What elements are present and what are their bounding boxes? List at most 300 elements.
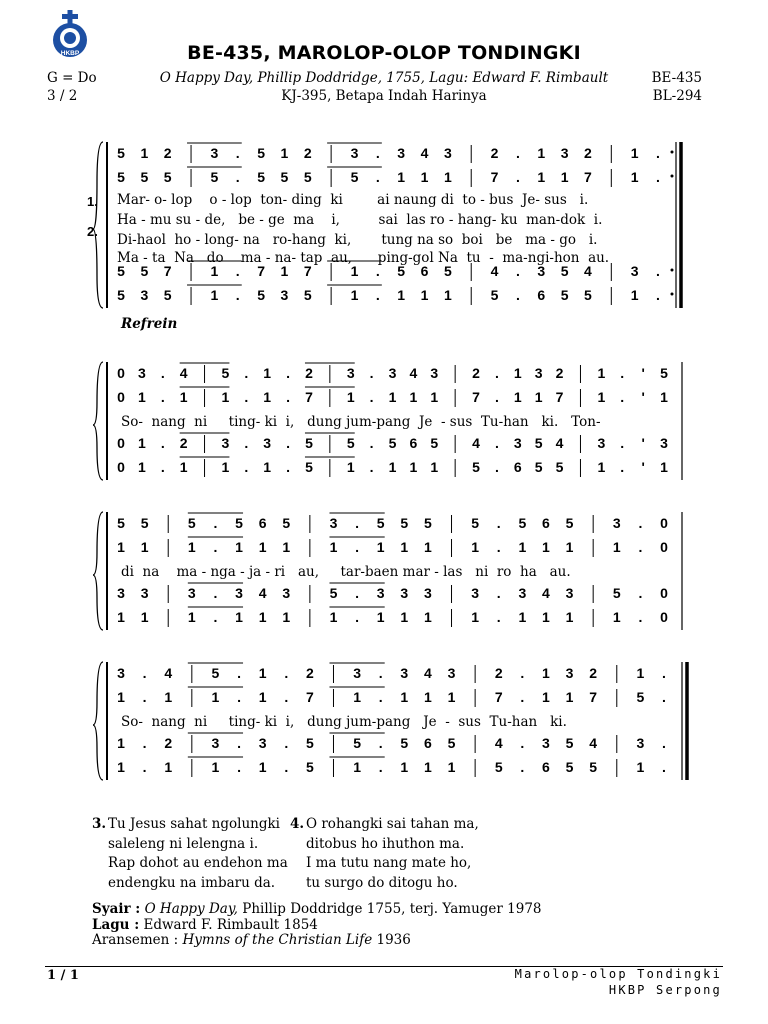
note-digit: 5 — [447, 735, 456, 751]
note-digit: 2 — [305, 665, 314, 681]
note-digit: 1 — [409, 459, 418, 475]
note-digit: 5 — [424, 515, 432, 531]
note-digit: 0 — [660, 609, 668, 625]
note-digit: . — [142, 665, 147, 681]
note-digit: 1 — [140, 145, 149, 161]
note-digit: . — [494, 389, 499, 405]
note-digit: 5 — [305, 459, 313, 475]
note-digit: 1 — [597, 365, 606, 381]
note-digit: 1 — [258, 609, 267, 625]
note-digit: 1 — [258, 539, 267, 555]
note-digit: . — [213, 585, 218, 601]
note-digit: 3 — [430, 365, 439, 381]
verse-3-line-3: Rap dohot au endehon ma — [108, 855, 288, 871]
note-digit: 1 — [329, 609, 338, 625]
note-digit: . — [142, 735, 147, 751]
note-digit: 6 — [424, 735, 432, 751]
note-digit: 5 — [117, 515, 125, 531]
note-digit: . — [355, 585, 360, 601]
note-digit: 1 — [353, 759, 361, 775]
note-digit: 6 — [542, 515, 550, 531]
note-digit: 4 — [542, 585, 550, 601]
note-digit: 5 — [303, 169, 312, 185]
note-digit: 4 — [494, 735, 503, 751]
note-digit: . — [369, 435, 374, 451]
note-digit: 5 — [282, 515, 291, 531]
note-digit: 4 — [164, 665, 173, 681]
repeat-dot — [671, 269, 674, 272]
note-digit: 1 — [117, 689, 125, 705]
note-digit: . — [237, 735, 241, 751]
hymn-number-bl: BL-294 — [652, 88, 702, 104]
note-digit: ' — [641, 459, 645, 475]
note-digit: 5 — [140, 515, 149, 531]
lyric-line-3: Di-haol ho - long- na ro-hang ki, tung na so boi be ma - go i. — [117, 232, 598, 248]
verse-4-line-3: I ma tutu nang mate ho, — [306, 855, 472, 871]
note-digit: 1 — [258, 759, 267, 775]
note-digit: 5 — [430, 435, 439, 451]
note-digit: 0 — [117, 389, 125, 405]
note-digit: . — [494, 459, 499, 475]
note-digit: . — [378, 759, 383, 775]
note-digit: 0 — [660, 585, 668, 601]
note-digit: 4 — [490, 263, 499, 279]
note-digit: 5 — [187, 515, 196, 531]
verse-4-line-1: O rohangki sai tahan ma, — [306, 816, 479, 832]
note-digit: . — [284, 759, 289, 775]
note-digit: 1 — [518, 609, 527, 625]
note-digit: . — [244, 435, 249, 451]
note-digit: 5 — [534, 435, 543, 451]
note-digit: . — [515, 287, 520, 303]
note-digit: 0 — [117, 435, 125, 451]
note-digit: 1 — [376, 539, 385, 555]
lyric-line-4: Ma - ta Na do ma - na- tap au, ping-gol Na tu - ma-ngi-hon au. — [117, 250, 610, 266]
note-digit: 1 — [409, 389, 418, 405]
note-digit: 6 — [409, 435, 418, 451]
note-digit: 5 — [346, 435, 355, 451]
note-digit: 3 — [400, 665, 409, 681]
note-digit: 5 — [305, 735, 314, 751]
note-digit: 7 — [494, 689, 503, 705]
note-digit: . — [375, 145, 380, 161]
note-digit: 3 — [630, 263, 639, 279]
note-digit: . — [638, 585, 643, 601]
note-digit: 1 — [597, 389, 606, 405]
note-digit: . — [369, 389, 374, 405]
note-digit: . — [656, 145, 660, 161]
note-digit: . — [520, 665, 525, 681]
note-digit: 1 — [534, 389, 543, 405]
note-digit: 1 — [210, 263, 219, 279]
note-digit: 1 — [612, 609, 621, 625]
note-digit: 1 — [164, 689, 173, 705]
note-digit: 1 — [280, 263, 289, 279]
note-digit: 1 — [353, 689, 361, 705]
note-digit: . — [244, 459, 249, 475]
note-digit: . — [355, 609, 360, 625]
note-digit: 5 — [400, 735, 409, 751]
note-digit: 3 — [565, 585, 574, 601]
note-digit: . — [378, 665, 383, 681]
note-digit: 1 — [636, 759, 645, 775]
note-digit: 5 — [305, 759, 314, 775]
note-digit: 5 — [140, 169, 149, 185]
note-digit: . — [520, 735, 525, 751]
note-digit: 1 — [537, 169, 546, 185]
note-digit: 1 — [221, 459, 230, 475]
note-digit: 1 — [565, 539, 574, 555]
note-digit: 3 — [537, 263, 546, 279]
note-digit: 1 — [424, 759, 432, 775]
note-digit: 5 — [612, 585, 621, 601]
note-digit: 1 — [117, 609, 125, 625]
note-digit: 2 — [164, 735, 173, 751]
note-digit: 1 — [117, 735, 125, 751]
note-digit: 5 — [211, 665, 220, 681]
note-digit: 5 — [471, 515, 480, 531]
note-digit: 6 — [513, 459, 522, 475]
note-digit: 5 — [117, 263, 125, 279]
note-digit: 0 — [117, 365, 125, 381]
note-digit: 1 — [443, 169, 452, 185]
note-digit: 2 — [472, 365, 480, 381]
note-digit: 5 — [353, 735, 361, 751]
credit-aransemen: Aransemen : Hymns of the Christian Life 1936 — [92, 932, 411, 948]
note-digit: 1 — [660, 459, 668, 475]
note-digit: 6 — [420, 263, 429, 279]
note-digit: . — [662, 689, 666, 705]
note-digit: 1 — [560, 169, 569, 185]
note-digit: . — [662, 735, 666, 751]
note-digit: . — [355, 515, 360, 531]
verse-label-2: 2. — [87, 224, 98, 239]
footer-song-title: Marolop-olop Tondingki — [514, 967, 722, 981]
note-digit: 5 — [560, 287, 569, 303]
verse-4-line-4: tu surgo do ditogu ho. — [306, 874, 458, 891]
note-digit: . — [378, 735, 383, 751]
note-digit: 5 — [555, 459, 564, 475]
note-digit: 5 — [565, 759, 574, 775]
note-digit: 5 — [117, 145, 125, 161]
note-digit: . — [496, 515, 501, 531]
note-digit: 1 — [537, 145, 546, 161]
note-digit: . — [160, 435, 165, 451]
verse-label-1: 1. — [87, 194, 98, 209]
note-digit: 1 — [400, 759, 409, 775]
note-digit: 5 — [163, 287, 172, 303]
note-digit: 3 — [560, 145, 569, 161]
time-signature: 3 / 2 — [47, 88, 78, 104]
note-digit: 3 — [329, 515, 338, 531]
note-digit: 3 — [565, 665, 574, 681]
note-digit: 1 — [542, 665, 550, 681]
note-digit: . — [213, 515, 218, 531]
note-digit: 3 — [211, 735, 220, 751]
note-digit: 6 — [258, 515, 267, 531]
note-digit: 1 — [630, 287, 639, 303]
note-digit: 3 — [282, 585, 291, 601]
note-digit: 1 — [164, 759, 173, 775]
note-digit: 4 — [555, 435, 564, 451]
note-digit: 1 — [210, 287, 219, 303]
note-digit: 3 — [636, 735, 645, 751]
note-digit: 2 — [555, 365, 564, 381]
note-digit: 1 — [235, 609, 243, 625]
note-digit: 7 — [555, 389, 564, 405]
note-digit: 1 — [420, 287, 429, 303]
note-digit: . — [494, 435, 499, 451]
note-digit: 1 — [137, 435, 146, 451]
note-digit: . — [620, 435, 625, 451]
note-digit: 1 — [542, 609, 550, 625]
note-digit: 1 — [211, 759, 220, 775]
note-digit: 1 — [137, 459, 146, 475]
note-digit: 5 — [388, 435, 397, 451]
note-digit: 3 — [534, 365, 543, 381]
song-subtitle-2: KJ-395, Betapa Indah Harinya — [281, 88, 487, 104]
note-digit: 1 — [430, 389, 439, 405]
note-digit: 6 — [537, 287, 546, 303]
note-digit: 7 — [589, 689, 598, 705]
note-digit: 1 — [280, 145, 289, 161]
note-digit: 1 — [471, 609, 480, 625]
note-digit: . — [656, 169, 660, 185]
note-digit: 1 — [430, 459, 439, 475]
note-digit: . — [235, 145, 240, 161]
note-digit: 5 — [589, 759, 598, 775]
note-digit: 3 — [597, 435, 606, 451]
verse-3-line-1: Tu Jesus sahat ngolungki — [108, 816, 280, 832]
note-digit: 3 — [424, 585, 432, 601]
note-digit: 1 — [424, 609, 432, 625]
note-digit: . — [237, 665, 241, 681]
note-digit: ' — [641, 389, 645, 405]
note-digit: 3 — [263, 435, 272, 451]
note-digit: 3 — [353, 665, 361, 681]
note-digit: . — [515, 169, 520, 185]
note-digit: 1 — [388, 459, 397, 475]
note-digit: 5 — [117, 169, 125, 185]
note-digit: 4 — [409, 365, 418, 381]
note-digit: 4 — [472, 435, 480, 451]
note-digit: . — [213, 539, 218, 555]
note-digit: . — [638, 515, 643, 531]
note-digit: 1 — [187, 539, 196, 555]
note-digit: 5 — [660, 365, 668, 381]
note-digit: . — [142, 759, 147, 775]
note-digit: 1 — [376, 609, 385, 625]
key-signature: G = Do — [47, 70, 97, 86]
lyric-line-2: Ha - mu su - de, be - ge ma i, sai las ro - hang- ku man-dok i. — [117, 212, 603, 228]
note-digit: 1 — [388, 389, 397, 405]
note-digit: 5 — [257, 145, 265, 161]
lyric-line-1: Mar- o- lop o - lop ton- ding ki ai naung di to - bus Je- sus i. — [117, 192, 589, 208]
note-digit: 3 — [140, 585, 149, 601]
note-digit: . — [286, 459, 291, 475]
note-digit: . — [494, 365, 499, 381]
note-digit: 1 — [211, 689, 220, 705]
note-digit: . — [235, 287, 240, 303]
note-digit: 1 — [420, 169, 429, 185]
note-digit: 0 — [660, 539, 668, 555]
note-digit: 3 — [443, 145, 452, 161]
note-digit: 1 — [235, 539, 243, 555]
note-digit: 1 — [400, 609, 409, 625]
note-digit: . — [142, 689, 147, 705]
note-digit: . — [160, 459, 165, 475]
verse-3-number: 3. — [92, 816, 107, 832]
note-digit: 3 — [346, 365, 355, 381]
note-digit: 3 — [210, 145, 219, 161]
note-digit: 1 — [221, 389, 230, 405]
note-digit: 1 — [471, 539, 480, 555]
note-digit: 3 — [542, 735, 550, 751]
verse-4-line-2: ditobus ho ihuthon ma. — [306, 835, 465, 852]
note-digit: . — [235, 263, 240, 279]
note-digit: 5 — [221, 365, 230, 381]
note-digit: 5 — [636, 689, 645, 705]
note-digit: . — [284, 735, 289, 751]
note-digit: 3 — [447, 665, 456, 681]
repeat-dot — [671, 175, 674, 178]
note-digit: 5 — [140, 263, 149, 279]
repeat-dot — [671, 151, 674, 154]
note-digit: 6 — [542, 759, 550, 775]
note-digit: 1 — [513, 389, 522, 405]
note-digit: 5 — [490, 287, 499, 303]
note-digit: 1 — [350, 263, 359, 279]
note-digit: 1 — [518, 539, 527, 555]
note-digit: 5 — [280, 169, 289, 185]
svg-text:HKBP: HKBP — [60, 50, 80, 57]
system-brace — [93, 662, 103, 780]
note-digit: 5 — [305, 435, 313, 451]
note-digit: 3 — [258, 735, 267, 751]
note-digit: 1 — [565, 609, 574, 625]
note-digit: . — [620, 389, 625, 405]
note-digit: 7 — [303, 263, 312, 279]
note-digit: . — [378, 689, 383, 705]
note-digit: . — [496, 609, 501, 625]
note-digit: . — [520, 689, 525, 705]
note-digit: 5 — [534, 459, 543, 475]
note-digit: 3 — [612, 515, 621, 531]
note-digit: 5 — [560, 263, 569, 279]
music-notation — [0, 118, 768, 818]
note-digit: 5 — [494, 759, 503, 775]
note-digit: 1 — [263, 389, 272, 405]
note-digit: 5 — [329, 585, 338, 601]
credits — [92, 902, 542, 949]
note-digit: . — [656, 263, 660, 279]
verse-4-number: 4. — [290, 816, 305, 832]
note-digit: . — [620, 365, 625, 381]
note-digit: 5 — [117, 287, 125, 303]
note-digit: 7 — [584, 169, 592, 185]
note-digit: 5 — [565, 515, 574, 531]
note-digit: 5 — [565, 735, 574, 751]
note-digit: 1 — [263, 365, 272, 381]
note-digit: 4 — [179, 365, 188, 381]
note-digit: 1 — [447, 689, 456, 705]
note-digit: 7 — [257, 263, 265, 279]
note-digit: . — [284, 665, 289, 681]
song-subtitle: O Happy Day, Phillip Doddridge, 1755, Lagu: Edward F. Rimbault — [159, 70, 609, 86]
note-digit: 1 — [140, 609, 149, 625]
note-digit: 3 — [221, 435, 230, 451]
note-digit: 1 — [630, 169, 639, 185]
note-digit: 7 — [472, 389, 480, 405]
note-digit: . — [375, 169, 380, 185]
note-digit: 5 — [400, 515, 409, 531]
note-digit: . — [286, 365, 291, 381]
note-digit: . — [496, 539, 501, 555]
note-digit: 7 — [163, 263, 172, 279]
note-digit: . — [244, 365, 249, 381]
hymn-number-be: BE-435 — [651, 70, 702, 86]
note-digit: 3 — [235, 585, 243, 601]
note-digit: 4 — [584, 263, 592, 279]
note-digit: . — [496, 585, 501, 601]
footer-church: HKBP Serpong — [608, 983, 722, 997]
note-digit: 3 — [140, 287, 149, 303]
page-number: 1 / 1 — [47, 968, 79, 983]
note-digit: 0 — [660, 515, 668, 531]
credit-lagu: Lagu : Edward F. Rimbault 1854 — [92, 916, 318, 933]
lyric-line: So- nang ni ting- ki i, dung jum-pang Je - sus Tu-han ki. Ton- — [121, 414, 601, 430]
note-digit: 3 — [471, 585, 480, 601]
note-digit: 1 — [282, 609, 291, 625]
note-digit: . — [515, 145, 520, 161]
note-digit: 3 — [280, 287, 289, 303]
note-digit: . — [286, 389, 291, 405]
note-digit: 5 — [584, 287, 592, 303]
system-brace — [93, 362, 103, 480]
note-digit: . — [284, 689, 289, 705]
repeat-dot — [671, 293, 674, 296]
note-digit: 1 — [424, 539, 432, 555]
note-digit: 1 — [350, 287, 359, 303]
note-digit: ' — [641, 435, 645, 451]
note-digit: . — [286, 435, 291, 451]
note-digit: 5 — [397, 263, 406, 279]
note-digit: 1 — [140, 539, 149, 555]
note-digit: 1 — [660, 389, 668, 405]
note-digit: . — [160, 365, 165, 381]
note-digit: 1 — [542, 689, 550, 705]
note-digit: 3 — [187, 585, 196, 601]
note-digit: 2 — [490, 145, 499, 161]
note-digit: . — [638, 609, 643, 625]
note-digit: 1 — [636, 665, 645, 681]
note-digit: 5 — [163, 169, 172, 185]
note-digit: . — [656, 287, 660, 303]
verse-3-line-4: endengku na imbaru da. — [108, 874, 276, 891]
note-digit: . — [355, 539, 360, 555]
note-digit: 1 — [397, 169, 406, 185]
note-digit: . — [515, 263, 520, 279]
note-digit: 1 — [597, 459, 606, 475]
note-digit: . — [520, 759, 525, 775]
note-digit: 1 — [258, 689, 267, 705]
note-digit: 1 — [187, 609, 196, 625]
note-digit: 3 — [400, 585, 409, 601]
footer-info — [515, 966, 722, 998]
note-digit: ' — [641, 365, 645, 381]
system-brace — [93, 512, 103, 630]
note-digit: 1 — [612, 539, 621, 555]
